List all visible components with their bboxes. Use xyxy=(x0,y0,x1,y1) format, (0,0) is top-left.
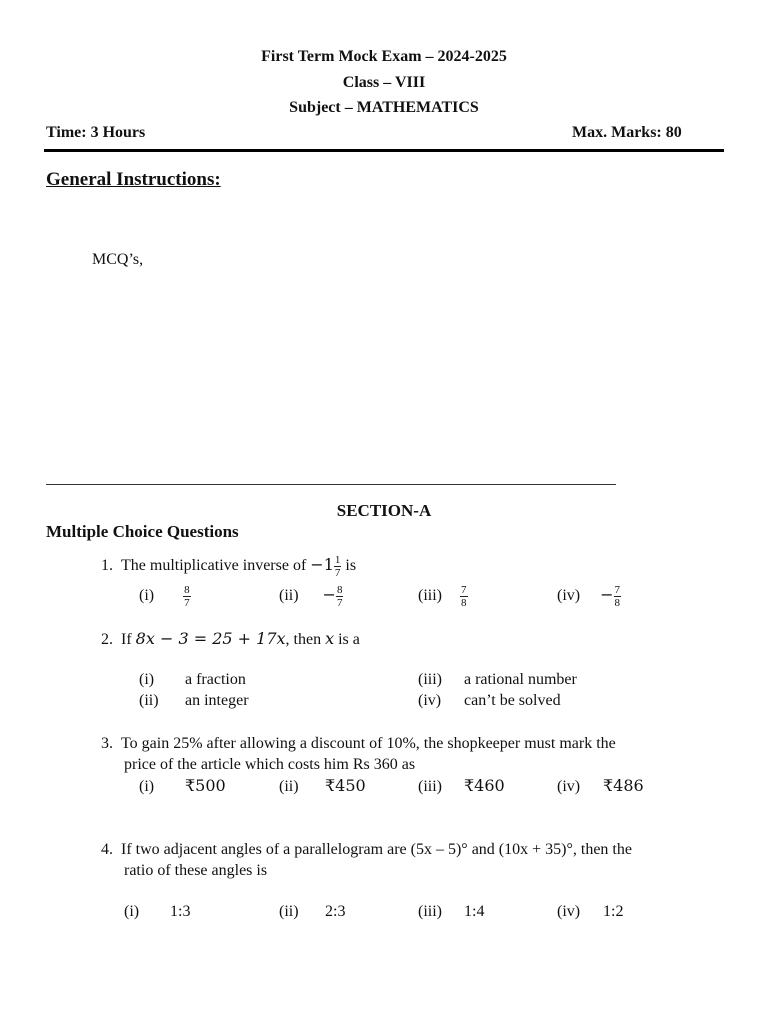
section-title: SECTION-A xyxy=(336,501,432,520)
header-divider xyxy=(44,149,724,152)
option-4-iv[interactable]: (iv) 1:2 xyxy=(557,903,624,920)
question-text: The multiplicative inverse of xyxy=(121,557,307,575)
question-3 xyxy=(101,735,616,753)
question-4-line-2: ratio of these angles is xyxy=(124,862,268,879)
question-4 xyxy=(101,841,632,859)
option-4-iii[interactable]: (iii) 1:4 xyxy=(418,903,485,920)
math-expression: 8x − 3 = 25 + 17x xyxy=(135,629,286,648)
question-number: 4. xyxy=(101,841,113,858)
option-1-iii[interactable]: (iii) $\frac{7}{8}$ xyxy=(418,584,467,609)
question-text: To gain 25% after allowing a discount of 10%, the shopkeeper must mark the xyxy=(121,735,616,752)
time-label: Time: 3 Hours xyxy=(46,124,146,141)
option-2-iii[interactable]: (iii) a rational number xyxy=(418,671,577,688)
max-marks-label: Max. Marks: 80 xyxy=(572,124,682,141)
class-line: Class – VIII xyxy=(342,74,426,91)
option-3-iv[interactable]: (iv) ₹486 xyxy=(557,776,644,795)
question-text: If xyxy=(121,631,132,648)
question-text-end: is xyxy=(345,557,357,575)
option-2-i[interactable]: (i) a fraction xyxy=(139,671,246,688)
section-divider xyxy=(46,484,616,485)
option-1-i[interactable]: (i) $\frac{8}{7}$ xyxy=(139,584,190,609)
exam-title: First Term Mock Exam – 2024-2025 xyxy=(261,48,507,65)
question-number: 1. xyxy=(101,557,113,575)
option-4-i[interactable]: (i) 1:3 xyxy=(124,903,191,920)
question-3-line-2: price of the article which costs him Rs 360 as xyxy=(124,756,416,773)
fraction: $\frac{7}{8}$ xyxy=(614,584,621,609)
option-3-ii[interactable]: (ii) ₹450 xyxy=(279,776,366,795)
question-number: 3. xyxy=(101,735,113,752)
fraction: $\frac{7}{8}$ xyxy=(461,584,467,609)
fraction: $\frac{8}{7}$ xyxy=(336,584,343,609)
question-2: 2. If 8x − 3 = 25 + 17x, then x is a xyxy=(101,629,360,648)
math-variable: x xyxy=(325,629,335,648)
instructions-text: MCQ’s, xyxy=(92,251,144,268)
question-number: 2. xyxy=(101,631,113,648)
question-1 xyxy=(101,554,356,579)
option-3-i[interactable]: (i) ₹500 xyxy=(139,776,226,795)
option-1-iv[interactable]: (iv) − $\frac{7}{8}$ xyxy=(557,584,621,609)
math-expression: −1 xyxy=(310,555,334,575)
instructions-heading: General Instructions: xyxy=(46,169,221,190)
option-2-ii[interactable]: (ii) an integer xyxy=(139,692,249,709)
section-subtitle: Multiple Choice Questions xyxy=(46,522,239,541)
question-text: If two adjacent angles of a parallelogram are (5x – 5)° and (10x + 35)°, then the xyxy=(121,841,632,858)
fraction: $\frac{1}{7}$ xyxy=(334,554,341,579)
subject-line: Subject – MATHEMATICS xyxy=(289,99,479,116)
option-4-ii[interactable]: (ii) 2:3 xyxy=(279,903,346,920)
option-2-iv[interactable]: (iv) can’t be solved xyxy=(418,692,561,709)
option-3-iii[interactable]: (iii) ₹460 xyxy=(418,776,505,795)
option-1-ii[interactable]: (ii) − $\frac{8}{7}$ xyxy=(279,584,343,609)
fraction: $\frac{8}{7}$ xyxy=(184,584,190,609)
